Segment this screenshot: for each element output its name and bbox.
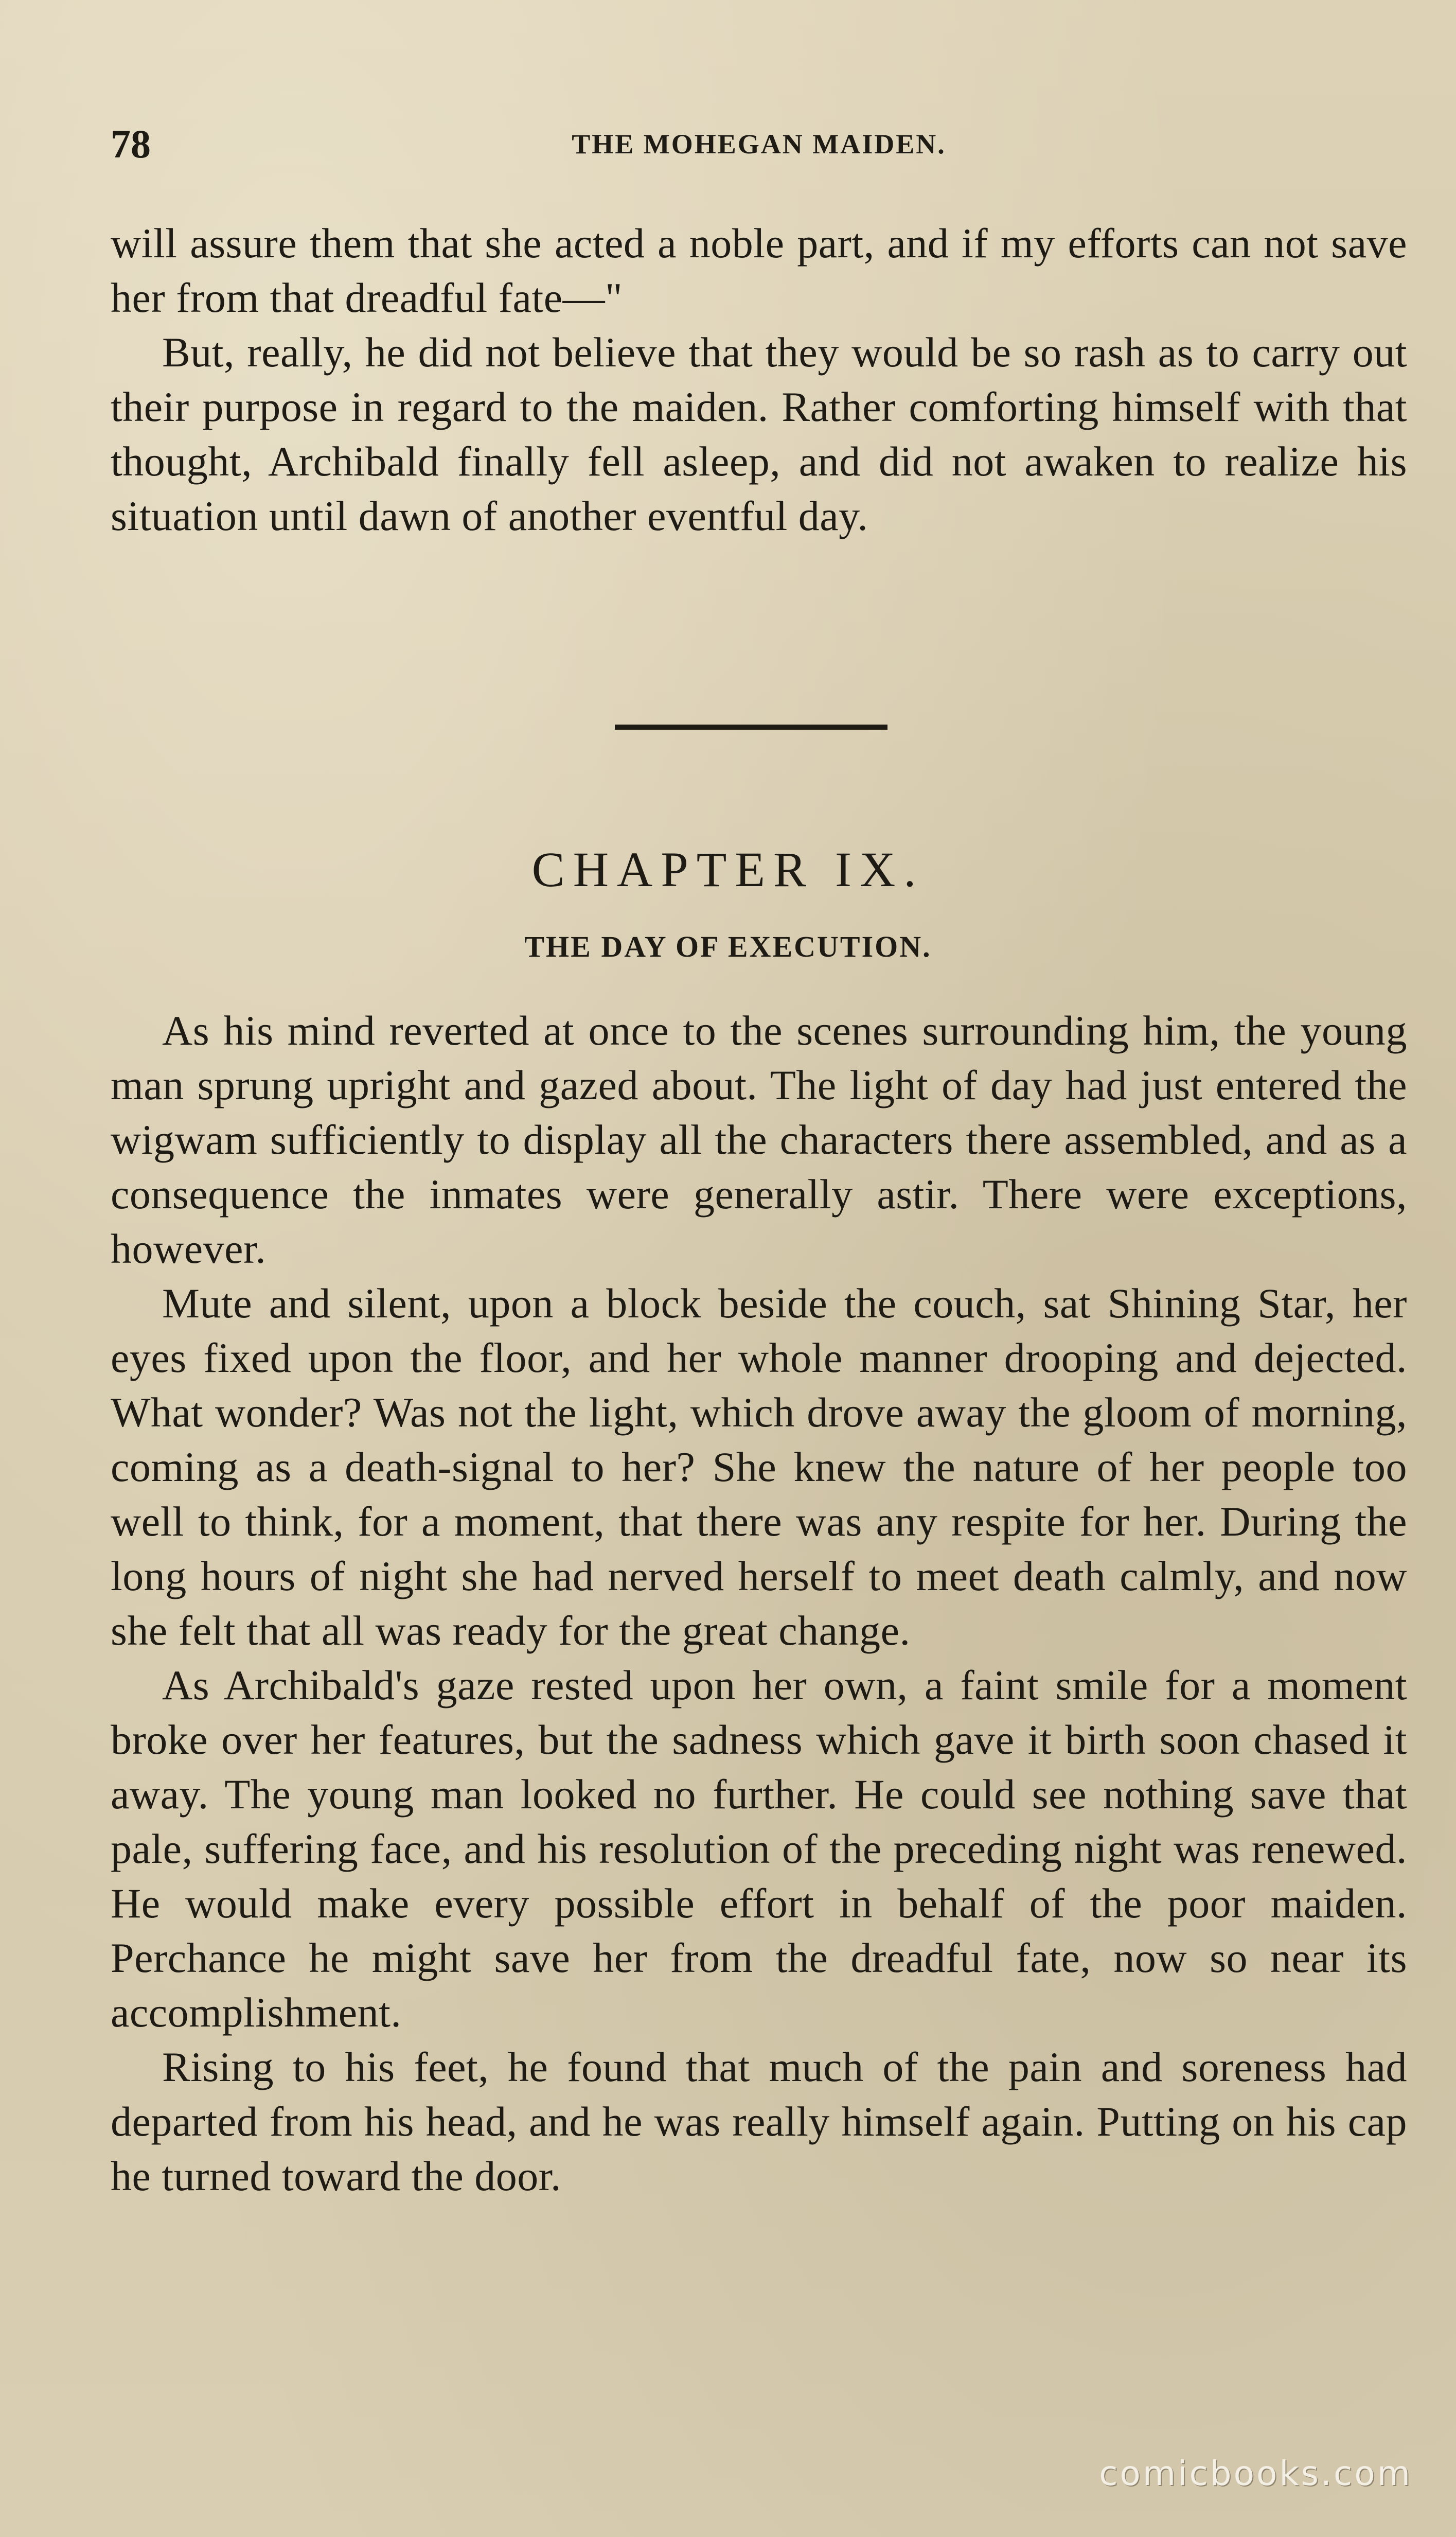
page-number: 78 <box>111 121 151 166</box>
paragraph: will assure them that she acted a noble part, and if my efforts can not save her from that dreadful fate—" <box>111 220 1407 321</box>
paragraph: As his mind reverted at once to the scenes surrounding him, the young man sprung upright and gazed about. The light of day had just entered the wigwam sufficiently to display all the characters there assembled, and as a consequence the inmates were generally astir. There were exceptions, however. <box>111 1007 1407 1272</box>
chapter-text <box>111 1003 1407 2204</box>
chapter-subtitle: THE DAY OF EXECUTION. <box>524 930 932 963</box>
continued-text <box>111 216 1407 543</box>
paragraph: Mute and silent, upon a block beside the couch, sat Shining Star, her eyes fixed upon the floor, and her whole manner drooping and dejected. What wonder? Was not the light, which drove away the gloom of morning, coming as a death-signal to her? She knew the nature of her people too well to think, for a moment, that there was any respite for her. During the long hours of night she had nerved herself to meet death calmly, and now she felt that all was ready for the great change. <box>111 1280 1407 1654</box>
watermark: comicbooks.com <box>1099 2454 1412 2493</box>
page-header <box>111 121 1407 167</box>
running-head: THE MOHEGAN MAIDEN. <box>572 129 946 160</box>
paragraph: Rising to his feet, he found that much of the pain and soreness had departed from his head, and he was really himself again. Putting on his cap he turned toward the door. <box>111 2043 1407 2199</box>
chapter-title: CHAPTER IX. <box>531 842 925 897</box>
paragraph: As Archibald's gaze rested upon her own, a faint smile for a moment broke over her features, but the sadness which gave it birth soon chased it away. The young man looked no further. He could see nothing save that pale, suffering face, and his resolution of the preceding night was renewed. He would make every possible effort in behalf of the poor maiden. Perchance he might save her from the dreadful fate, now so near its accomplishment. <box>111 1662 1407 2036</box>
section-divider <box>615 725 887 730</box>
paragraph: But, really, he did not believe that they would be so rash as to carry out their purpose in regard to the maiden. Rather comforting himself with that thought, Archibald finally fell asleep, and did not awaken to realize his situation until dawn of another eventful day. <box>111 329 1407 539</box>
